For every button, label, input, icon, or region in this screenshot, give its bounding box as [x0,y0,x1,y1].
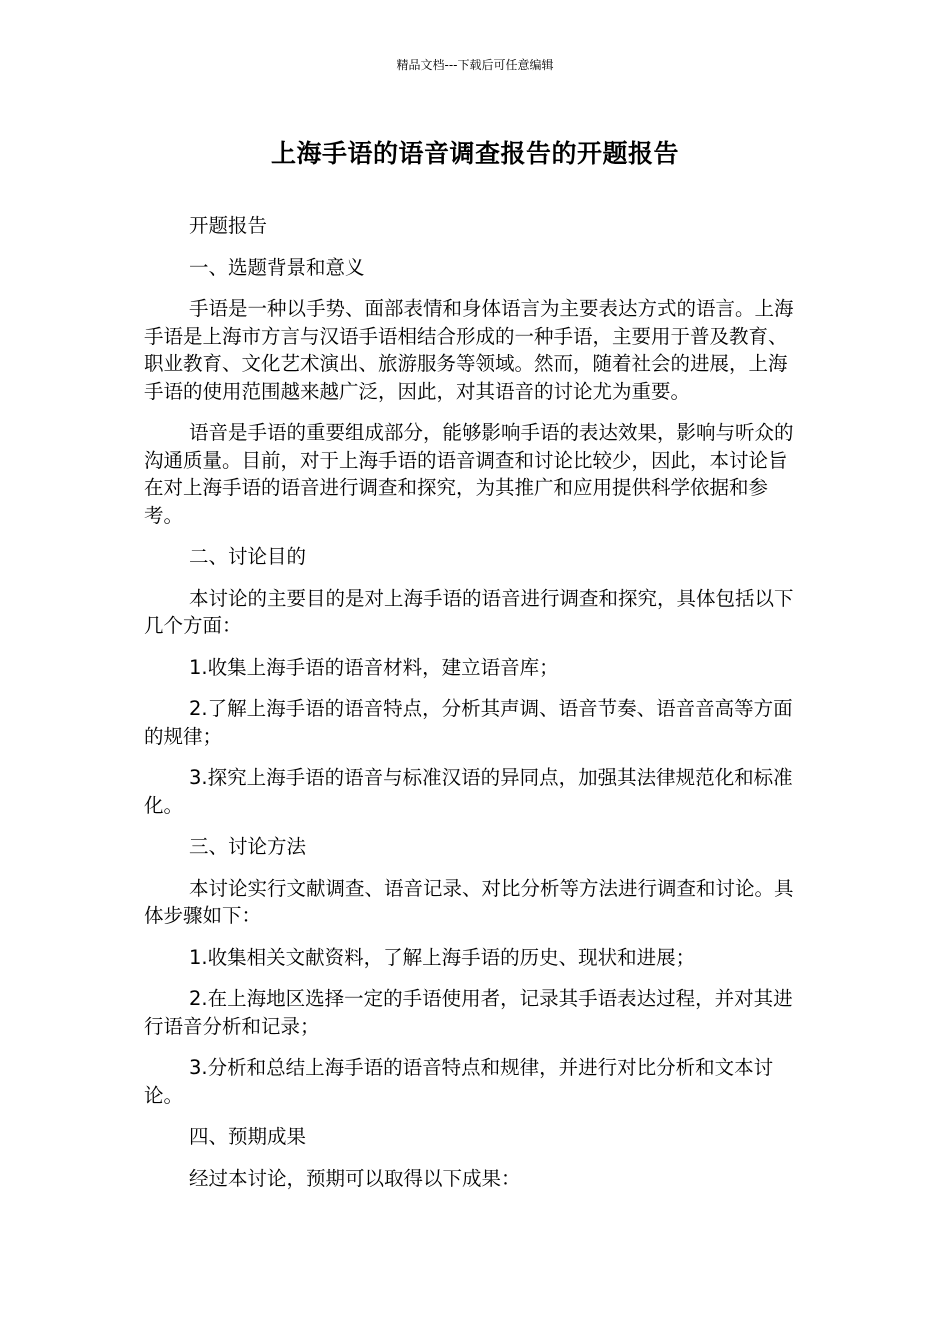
section-heading-results: 四、预期成果 [189,1125,307,1148]
list-item: 3.分析和总结上海手语的语音特点和规律，并进行对比分析和文本讨论。 [144,1056,774,1107]
section-heading-purpose: 二、讨论目的 [189,545,307,568]
paragraph-report-label: 开题报告 [189,214,268,237]
paragraph: 经过本讨论，预期可以取得以下成果： [189,1166,521,1190]
paragraph: 本讨论实行文献调查、语音记录、对比分析等方法进行调查和讨论。具体步骤如下： [144,876,794,927]
list-item: 1.收集上海手语的语音材料，建立语音库； [189,655,559,679]
list-item: 3.探究上海手语的语音与标准汉语的异同点，加强其法律规范化和标准化。 [144,766,793,817]
paragraph: 本讨论的主要目的是对上海手语的语音进行调查和探究，具体包括以下几个方面： [144,586,794,637]
document-body [144,212,806,1206]
document-title: 上海手语的语音调查报告的开题报告 [270,139,679,168]
section-heading-background: 一、选题背景和意义 [189,255,365,279]
list-item: 2.了解上海手语的语音特点，分析其声调、语音节奏、语音音高等方面的规律； [144,697,793,748]
paragraph: 语音是手语的重要组成部分，能够影响手语的表达效果，影响与听众的沟通质量。目前，对于上海手语的语音调查和讨论比较少，因此，本讨论旨在对上海手语的语音进行调查和探究，为其推广和应用提供科学依据和参考。 [144,421,794,527]
paragraph: 手语是一种以手势、面部表情和身体语言为主要表达方式的语言。上海手语是上海市方言与汉语手语相结合形成的一种手语，主要用于普及教育、职业教育、文化艺术演出、旅游服务等领域。然而，随着社会的进展，上海手语的使用范围越来越广泛，因此，对其语音的讨论尤为重要。 [144,297,794,403]
list-item: 1.收集相关文献资料，了解上海手语的历史、现状和进展； [189,945,696,969]
list-item: 2.在上海地区选择一定的手语使用者，记录其手语表达过程，并对其进行语音分析和记录； [144,987,793,1038]
page-header: 精品文档---下载后可任意编辑 [396,58,554,72]
section-heading-method: 三、讨论方法 [189,835,307,858]
